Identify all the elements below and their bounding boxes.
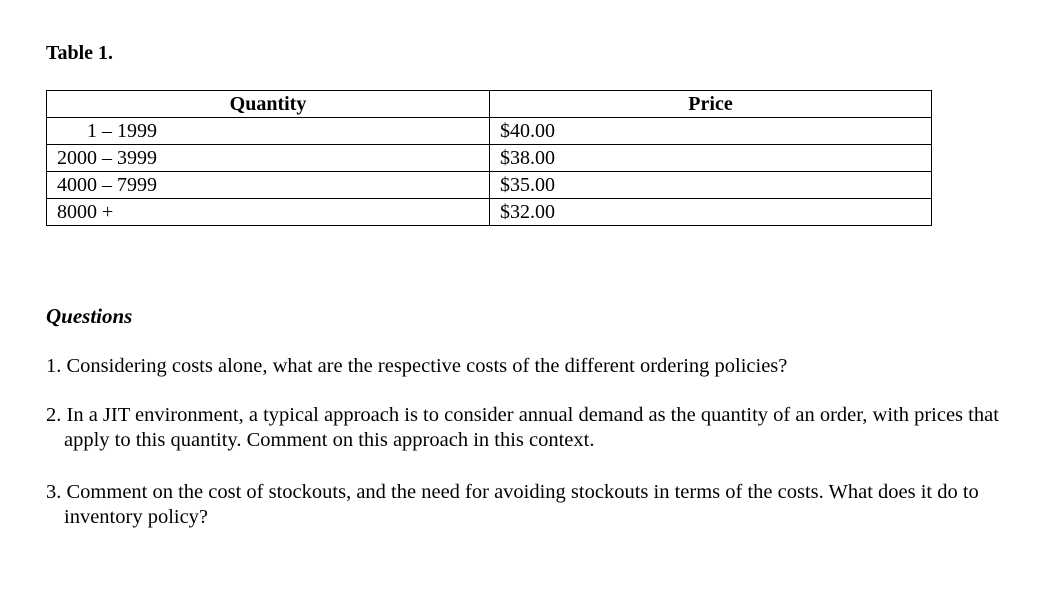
table-row (47, 118, 932, 145)
question-2: 2. In a JIT environment, a typical approach is to consider annual demand as the quantity of an order, with prices that apply to this quantity. Comment on this approach in this context. (46, 404, 999, 451)
question-1: 1. Considering costs alone, what are the respective costs of the different ordering policies? (46, 355, 788, 377)
table-row (47, 199, 932, 226)
header-price: Price (490, 91, 932, 118)
table-title: Table 1. (46, 42, 114, 64)
table-row (47, 172, 932, 199)
price-cell: $32.00 (490, 199, 932, 226)
questions-heading: Questions (46, 304, 133, 328)
quantity-cell: 2000 – 3999 (47, 145, 490, 172)
quantity-cell: 1 – 1999 (47, 118, 490, 145)
price-cell: $40.00 (490, 118, 932, 145)
price-table (46, 90, 932, 226)
price-cell: $38.00 (490, 145, 932, 172)
table-header-row (47, 91, 932, 118)
table-row (47, 145, 932, 172)
quantity-cell: 4000 – 7999 (47, 172, 490, 199)
price-cell: $35.00 (490, 172, 932, 199)
question-3: 3. Comment on the cost of stockouts, and the need for avoiding stockouts in terms of the costs. What does it do to inventory policy? (46, 481, 979, 528)
header-quantity: Quantity (47, 91, 490, 118)
quantity-cell: 8000 + (47, 199, 490, 226)
